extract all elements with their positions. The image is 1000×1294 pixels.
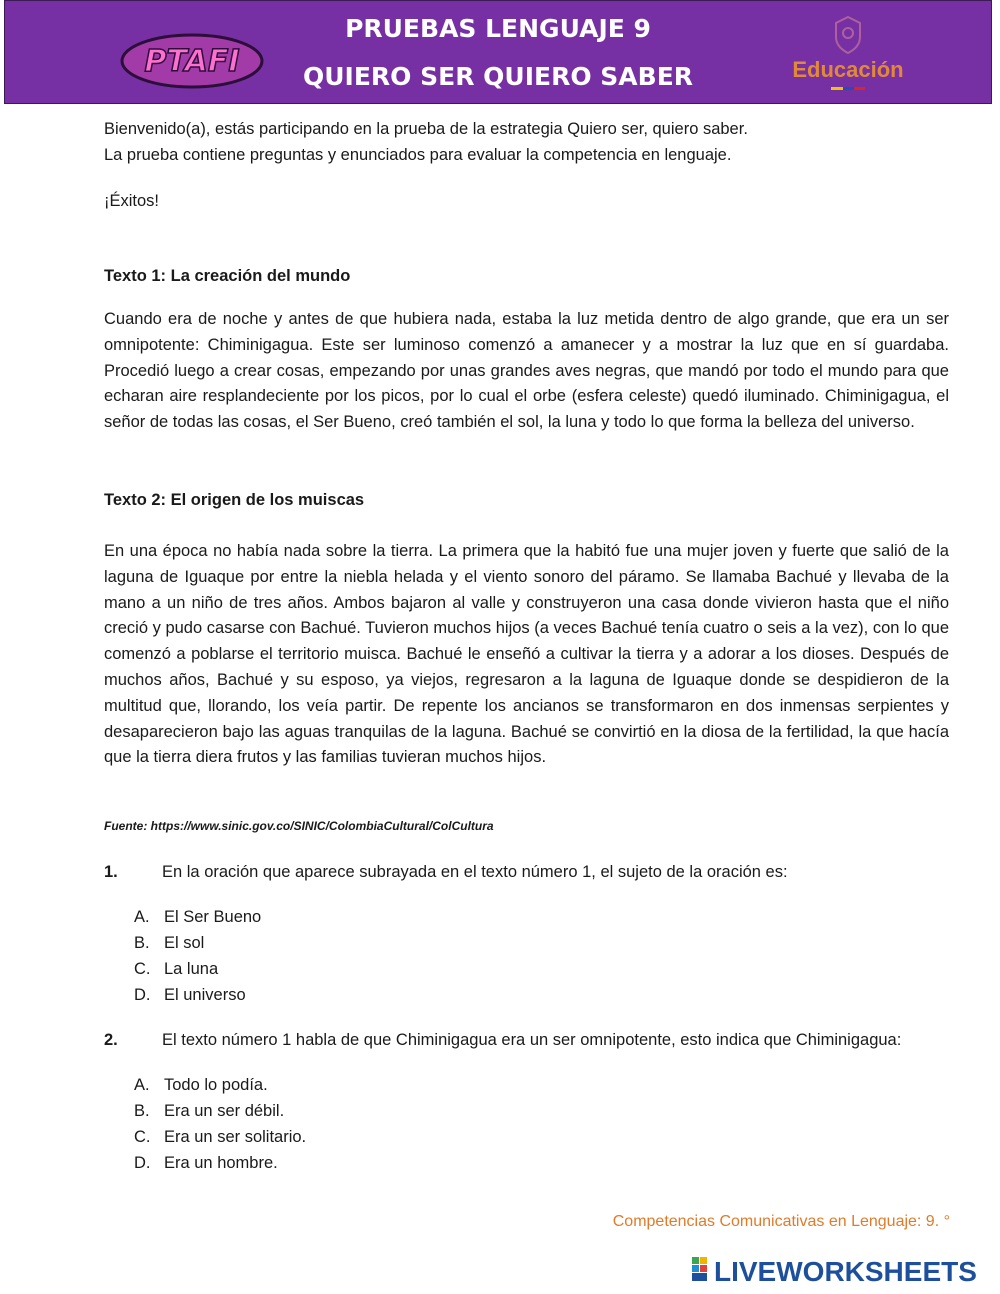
option-letter: A. bbox=[134, 908, 150, 926]
option-letter: B. bbox=[134, 934, 150, 952]
question-number: 2. bbox=[104, 1031, 118, 1049]
option-text: El sol bbox=[164, 934, 205, 952]
footer-note: Competencias Comunicativas en Lenguaje: 9. ° bbox=[612, 1213, 950, 1230]
answer-option[interactable] bbox=[134, 934, 204, 953]
option-text: Era un ser débil. bbox=[164, 1102, 285, 1120]
text2-body: En una época no había nada sobre la tierra. La primera que la habitó fue una mujer joven y fuerte que salió de la laguna de Iguaque por entre la niebla helada y el viento sonoro del páramo. Se llamaba Bachué y llevaba de la mano a un niño de tres años. Ambos bajaron al valle y construyeron una casa donde vivieron hasta que el niño creció y pudo casarse con Bachué. Tuvieron muchos hijos (a veces Bachué tenía cuatro o seis a la vez), con lo que comenzó a poblarse el territorio muisca. Bachué le enseñó a cultivar la tierra y a adorar a los dioses. Después de muchos años, Bachué y su esposo, ya viejos, regresaron a la laguna de Iguaque donde se despidieron de la multitud que, llorando, los veía partir. De repente los ancianos se transformaron en dos inmensas serpientes y desaparecieron bajo las aguas tranquilas de la laguna. Bachué se convirtió en la diosa de la fertilidad, la que hacía que la tierra diera frutos y las familias tuvieran muchos hijos. bbox=[104, 542, 949, 767]
option-letter: C. bbox=[134, 960, 151, 978]
answer-option[interactable] bbox=[134, 986, 246, 1005]
intro-section bbox=[104, 117, 949, 169]
question-text: El texto número 1 habla de que Chiminigagua era un ser omnipotente, esto indica que Chiminigagua: bbox=[162, 1031, 902, 1049]
text1-body: Cuando era de noche y antes de que hubiera nada, estaba la luz metida dentro de algo grande, que era un ser omnipotente: Chiminigagua. Este ser luminoso comenzó a amanecer y a mostrar la luz que en sí guardaba. Procedió luego a crear cosas, empezando por unas grandes aves negras, que mandó por todo el mundo para que echaran aire resplandeciente por los picos, por lo cual el orbe (esfera celeste) quedó iluminado. Chiminigagua, el señor de todas las cosas, el Ser Bueno, creó también el sol, la luna y todo lo que forma la belleza del universo. bbox=[104, 310, 949, 432]
intro-line: La prueba contiene preguntas y enunciados para evaluar la competencia en lenguaje. bbox=[104, 145, 732, 164]
option-letter: C. bbox=[134, 1128, 151, 1146]
intro-wish: ¡Éxitos! bbox=[104, 192, 160, 210]
answer-option[interactable] bbox=[134, 960, 218, 979]
page-title: PRUEBAS LENGUAJE 9 bbox=[345, 14, 651, 43]
option-text: Era un ser solitario. bbox=[164, 1128, 307, 1146]
svg-text:PTAFI: PTAFI bbox=[144, 44, 240, 79]
option-text: El universo bbox=[164, 986, 246, 1004]
option-letter: D. bbox=[134, 1154, 151, 1172]
page-subtitle: QUIERO SER QUIERO SABER bbox=[302, 62, 694, 91]
question-text: En la oración que aparece subrayada en el texto número 1, el sujeto de la oración es: bbox=[162, 863, 788, 881]
header-banner bbox=[4, 0, 992, 104]
answer-option[interactable] bbox=[134, 1102, 284, 1121]
option-text: Todo lo podía. bbox=[164, 1076, 268, 1094]
option-text: El Ser Bueno bbox=[164, 908, 262, 926]
text1-title: Texto 1: La creación del mundo bbox=[104, 267, 351, 285]
question-number: 1. bbox=[104, 863, 118, 881]
answer-option[interactable] bbox=[134, 1076, 268, 1095]
option-letter: D. bbox=[134, 986, 151, 1004]
svg-text:Educación: Educación bbox=[792, 57, 904, 82]
option-text: La luna bbox=[164, 960, 219, 978]
educacion-logo bbox=[783, 11, 913, 97]
text2-source: Fuente: https://www.sinic.gov.co/SINIC/ColombiaCultural/ColCultura bbox=[104, 819, 494, 833]
liveworksheets-logo[interactable] bbox=[692, 1254, 992, 1284]
answer-option[interactable] bbox=[134, 1154, 278, 1173]
answer-option[interactable] bbox=[134, 1128, 306, 1147]
option-text: Era un hombre. bbox=[164, 1154, 278, 1172]
svg-text:LIVEWORKSHEETS: LIVEWORKSHEETS bbox=[714, 1256, 977, 1284]
intro-line: Bienvenido(a), estás participando en la prueba de la estrategia Quiero ser, quiero saber. bbox=[104, 120, 748, 138]
answer-option[interactable] bbox=[134, 908, 261, 927]
option-letter: B. bbox=[134, 1102, 150, 1120]
option-letter: A. bbox=[134, 1076, 150, 1094]
text2-title: Texto 2: El origen de los muiscas bbox=[104, 491, 365, 509]
